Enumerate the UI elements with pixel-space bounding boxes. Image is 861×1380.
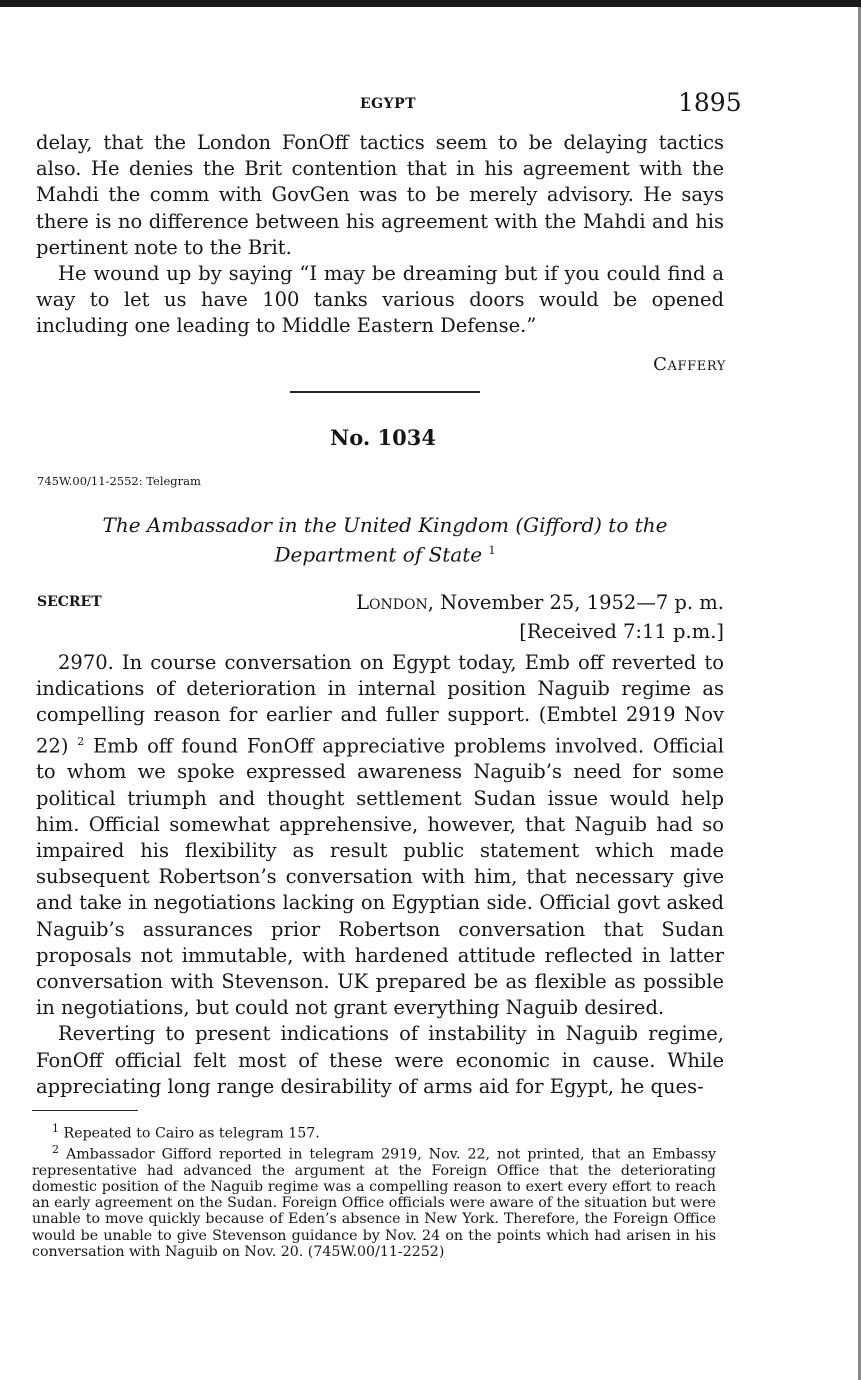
running-head: EGYPT: [360, 96, 417, 112]
telegram-paragraph-1: [36, 650, 724, 1021]
classification: SECRET: [37, 594, 102, 610]
footnote-1-mark: 1: [52, 1122, 59, 1135]
page-number: 1895: [678, 88, 742, 117]
preceding-text: [36, 130, 724, 340]
section-divider: [290, 391, 480, 393]
scan-top-edge: [0, 0, 861, 7]
dateline: [356, 591, 724, 614]
footnote-2-mark: 2: [52, 1142, 59, 1156]
file-reference: 745W.00/11-2552: Telegram: [37, 474, 201, 488]
page-header: [0, 88, 861, 122]
paragraph-1-part-a: 2970. In course conversation on Egypt today, Emb off reverted to indications of deterioration in internal position Naguib regime as compelling reason for earlier and fuller support. (Embtel 2919 Nov 22): [36, 651, 724, 758]
heading-text: The Ambassador in the United Kingdom (Gifford) to the Department of State: [102, 513, 668, 567]
telegram-body: [36, 650, 724, 1100]
footnote-2: [32, 1142, 716, 1260]
footnote-2-ref[interactable]: 2: [77, 734, 85, 748]
document-heading: [60, 512, 710, 568]
heading-footnote-ref[interactable]: 1: [488, 544, 496, 557]
paragraph-1-part-b: Emb off found FonOff appreciative problems involved. Official to whom we spoke expressed awareness Naguib’s need for some political triumph and thought settlement Sudan issue would help him. Official somewhat apprehensive, however, that Naguib had so impaired his flexibility as result public statement which made subsequent Robertson’s conversation with him, that necessary give and take in negotiations lacking on Egyptian side. Official govt asked Naguib’s assurances prior Robertson conversation that Sudan proposals not immutable, with hardened attitude reflected in latter conversation with Stevenson. UK prepared be as flexible as possible in negotiations, but could not grant everything Naguib desired.: [36, 734, 724, 1020]
footnotes: [32, 1121, 716, 1260]
dateline-place: London,: [356, 591, 434, 614]
signature-text: Caffery: [653, 354, 726, 375]
telegram-paragraph-2: Reverting to present indications of instability in Naguib regime, FonOff official felt most of these were economic in cause. While appreciating long range desirability of arms aid for Egypt, he ques-: [36, 1022, 724, 1098]
footnote-rule: [32, 1110, 138, 1111]
signature-caffery: [560, 354, 726, 375]
preceding-paragraph-1: delay, that the London FonOff tactics seem to be delaying tactics also. He denies the Brit contention that in his agreement with the Mahdi the comm with GovGen was to be merely advisory. He says there is no difference between his agreement with the Mahdi and his pertinent note to the Brit.: [36, 131, 724, 259]
footnote-1: [32, 1121, 716, 1142]
dateline-date: November 25, 1952—7 p. m.: [440, 591, 724, 614]
received-time: [Received 7:11 p.m.]: [519, 620, 724, 643]
document-number: No. 1034: [330, 425, 436, 450]
footnote-1-text: Repeated to Cairo as telegram 157.: [63, 1125, 320, 1142]
footnote-2-text: Ambassador Gifford reported in telegram 2919, Nov. 22, not printed, that an Embassy representative had advanced the argument at the Foreign Office that the deteriorating domestic position of the Naguib regime was a compelling reason to exert every effort to reach an early agreement on the Sudan. Foreign Office officials were aware of the situation but were unable to move quickly because of Eden’s absence in New York. Therefore, the Foreign Office would be unable to give Stevenson guidance by Nov. 24 on the points which had arisen in his conversation with Naguib on Nov. 20. (745W.00/11-2252): [32, 1146, 716, 1260]
preceding-paragraph-2: He wound up by saying “I may be dreaming but if you could find a way to let us have 100 tanks various doors would be opened including one leading to Middle Eastern Defense.”: [36, 262, 724, 338]
